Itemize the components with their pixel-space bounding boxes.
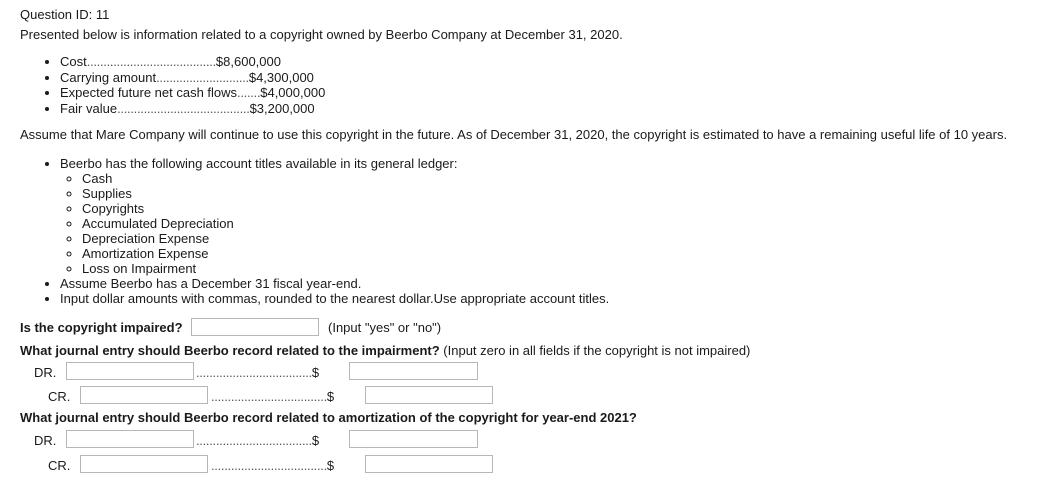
account-item: ◦ Supplies	[82, 186, 457, 201]
account-item: ◦ Loss on Impairment	[82, 261, 457, 276]
q2-line	[20, 343, 750, 358]
account-item: ◦ Cash	[82, 171, 457, 186]
dr-label: DR.	[34, 433, 57, 448]
dr-label: DR.	[34, 365, 57, 380]
dr-leader: ...................................$	[196, 433, 320, 448]
impairment-cr-amount-input[interactable]	[365, 386, 493, 404]
amortization-cr-amount-input[interactable]	[365, 455, 493, 473]
impairment-cr-account-input[interactable]	[80, 386, 208, 404]
amortization-cr-account-input[interactable]	[80, 455, 208, 473]
impairment-dr-amount-input[interactable]	[349, 362, 478, 380]
q2-hint: (Input zero in all fields if the copyright is not impaired)	[443, 343, 751, 358]
ledger-list	[42, 156, 457, 276]
impairment-dr-account-input[interactable]	[66, 362, 194, 380]
notes-list	[42, 276, 609, 306]
account-item: ◦ Depreciation Expense	[82, 231, 457, 246]
assumption-text: Assume that Mare Company will continue to use this copyright in the future. As of December 31, 2020, the copyright is estimated to have a remaining useful life of 10 years.	[20, 127, 1008, 142]
account-item: ◦ Amortization Expense	[82, 246, 457, 261]
account-item: ◦ Copyrights	[82, 201, 457, 216]
fact-item: • Expected future net cash flows.......$4,000,000	[60, 85, 325, 101]
q1-hint: (Input "yes" or "no")	[328, 320, 442, 335]
q1-label: Is the copyright impaired?	[20, 320, 183, 335]
intro-text: Presented below is information related to a copyright owned by Beerbo Company at December 31, 2020.	[20, 27, 623, 42]
fact-item: • Fair value........................................$3,200,000	[60, 101, 325, 117]
dr-leader: ...................................$	[196, 365, 320, 380]
q3-label: What journal entry should Beerbo record related to amortization of the copyright for year-end 2021?	[20, 410, 637, 425]
fact-item: • Carrying amount............................$4,300,000	[60, 70, 325, 86]
impaired-input[interactable]	[191, 318, 319, 336]
cr-label: CR.	[48, 389, 71, 404]
account-item: ◦ Accumulated Depreciation	[82, 216, 457, 231]
cr-label: CR.	[48, 458, 71, 473]
cr-leader: ...................................$	[211, 458, 335, 473]
note-item: • Assume Beerbo has a December 31 fiscal year-end.	[60, 276, 609, 291]
q2-label: What journal entry should Beerbo record related to the impairment?	[20, 343, 440, 358]
ledger-intro: • Beerbo has the following account titles available in its general ledger: ◦ Cash ◦ Supplies ◦ Copyrights ◦ Accumulated Depreciation ◦ Depreciation Expense ◦ Amortization Expense ◦ Loss on Impairment	[60, 156, 457, 276]
amortization-dr-account-input[interactable]	[66, 430, 194, 448]
account-list	[60, 171, 457, 276]
fact-item: • Cost.......................................$8,600,000	[60, 54, 325, 70]
facts-list	[42, 54, 325, 116]
cr-leader: ...................................$	[211, 389, 335, 404]
note-item: • Input dollar amounts with commas, rounded to the nearest dollar.Use appropriate account titles.	[60, 291, 609, 306]
amortization-dr-amount-input[interactable]	[349, 430, 478, 448]
question-id: Question ID: 11	[20, 7, 110, 22]
